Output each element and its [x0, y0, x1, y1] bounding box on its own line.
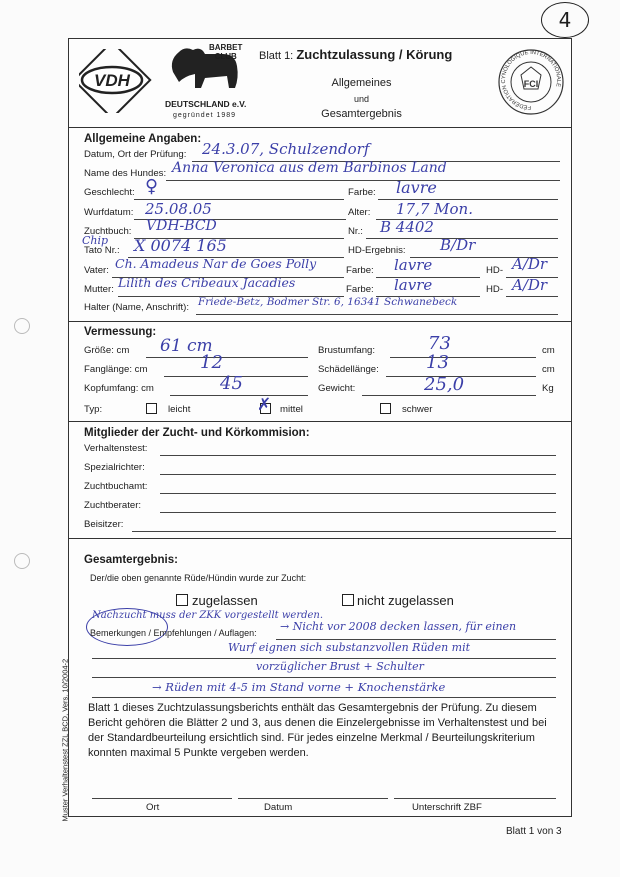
weight-label: Gewicht:: [318, 383, 356, 394]
head-label: Kopfumfang: cm: [84, 383, 154, 394]
date-place-value: 24.3.07, Schulzendorf: [202, 140, 370, 158]
father-hd-value: A/Dr: [512, 255, 548, 273]
birth-value: 25.08.05: [145, 200, 212, 218]
note-line-3: vorzüglicher Brust + Schulter: [256, 660, 424, 673]
color-label: Farbe:: [348, 187, 376, 198]
nr-value: B 4402: [380, 218, 434, 236]
type-medium-check-mark: ✗: [257, 395, 272, 415]
head-value: 45: [220, 373, 243, 394]
vdh-logo: [79, 49, 159, 113]
weight-unit: Kg: [542, 383, 554, 394]
punch-hole: [14, 318, 30, 334]
tattoo-prefix: Chip: [82, 234, 109, 247]
note-top: Nachzucht muss der ZKK vorgestellt werden.: [92, 610, 324, 621]
header-box: [68, 38, 572, 129]
age-label: Alter:: [348, 207, 371, 218]
sig-place-label: Ort: [146, 802, 160, 813]
muzzle-label: Fanglänge: cm: [84, 364, 148, 375]
mother-hd-value: A/Dr: [512, 276, 548, 294]
not-admitted-label: nicht zugelassen: [357, 593, 454, 608]
studbook-label: Zuchtbuch:: [84, 226, 132, 237]
sig-signature-label: Unterschrift ZBF: [412, 802, 482, 813]
result-question: Der/die oben genannte Rüde/Hündin wurde zur Zucht:: [90, 573, 307, 583]
club-name: DEUTSCHLAND e.V.: [165, 99, 247, 109]
owner-label: Halter (Name, Anschrift):: [84, 302, 190, 313]
note-circle: [86, 608, 168, 646]
height-value: 61 cm: [160, 336, 213, 356]
side-text: Muster Verhaltenstest ZZL BCD, Vers. 10/2004-2: [60, 658, 70, 822]
page-number: 4: [541, 2, 589, 38]
weight-value: 25,0: [424, 374, 465, 395]
sex-label: Geschlecht:: [84, 187, 135, 198]
svg-text:FÉDÉRATION CYNOLOGIQUE INTERNA: FÉDÉRATION CYNOLOGIQUE INTERNATIONALE: [500, 49, 562, 111]
subtitle-3: Gesamtergebnis: [321, 108, 402, 120]
chest-value: 73: [428, 333, 451, 354]
commission-heading: Mitglieder der Zucht- und Körkommision:: [84, 427, 310, 439]
type-light-label: leicht: [168, 404, 191, 415]
birth-label: Wurfdatum:: [84, 207, 134, 218]
remarks-label: Bemerkungen / Empfehlungen / Auflagen:: [90, 628, 257, 638]
sheet-title: Blatt 1: Zuchtzulassung / Körung: [259, 47, 453, 62]
type-label: Typ:: [84, 404, 103, 415]
skull-label: Schädellänge:: [318, 364, 379, 375]
punch-hole: [14, 553, 30, 569]
note-line-1: → Nicht vor 2008 decken lassen, für einen: [280, 620, 517, 633]
mother-hd-label: HD-: [486, 284, 504, 295]
date-place-label: Datum, Ort der Prüfung:: [84, 149, 187, 160]
father-value: Ch. Amadeus Nar de Goes Polly: [115, 256, 317, 271]
type-heavy-label: schwer: [402, 404, 433, 415]
tattoo-value: X 0074 165: [134, 236, 227, 255]
commission-row-label: Verhaltenstest:: [84, 443, 148, 454]
studbook-value: VDH-BCD: [146, 218, 217, 234]
note-line-4: → Rüden mit 4-5 im Stand vorne + Knochenstärke: [152, 680, 446, 694]
commission-row-label: Beisitzer:: [84, 519, 124, 530]
svg-text:VDH: VDH: [94, 71, 130, 90]
fci-logo: [496, 45, 566, 119]
father-color-label: Farbe:: [346, 265, 374, 276]
page-footer: Blatt 1 von 3: [506, 826, 562, 837]
father-color-value: lavre: [394, 256, 433, 274]
tattoo-label: Tato Nr.:: [84, 245, 120, 256]
mother-value: Lilith des Cribeaux Jacadies: [118, 275, 296, 290]
father-hd-label: HD-: [486, 265, 504, 276]
height-label: Größe: cm: [84, 345, 130, 356]
not-admitted-checkbox[interactable]: [342, 594, 354, 606]
admitted-checkbox[interactable]: [176, 594, 188, 606]
chest-label: Brustumfang:: [318, 345, 376, 356]
age-value: 17,7 Mon.: [396, 200, 473, 218]
svg-text:FCI: FCI: [523, 79, 539, 89]
info-text: Blatt 1 dieses Zuchtzulassungsberichts enthält das Gesamtergebnis der Prüfung. Zu diesem Bericht gehören die Blätter 2 und 3, aus denen die Einzelergebnisse im Verhaltenstest und bei der Standardbeurteilung ersichtlich sind. Für jedes einzelne Merkmal / Beurteilungskriterium konnten maximal 5 Punkte vergeben werden.: [88, 702, 547, 759]
sig-date-label: Datum: [264, 802, 293, 813]
mother-color-label: Farbe:: [346, 284, 374, 295]
chest-unit: cm: [542, 345, 555, 356]
club-logo-text: BARBET CLUB: [209, 43, 243, 61]
dog-name-value: Anna Veronica aus dem Barbinos Land: [172, 160, 447, 176]
measurement-heading: Vermessung:: [84, 326, 157, 338]
muzzle-value: 12: [200, 352, 223, 373]
skull-value: 13: [426, 352, 449, 373]
sex-value: ♀: [145, 176, 159, 197]
admitted-label: zugelassen: [192, 593, 258, 608]
color-value: lavre: [396, 178, 437, 197]
hd-value: B/Dr: [440, 236, 476, 254]
type-light-checkbox[interactable]: [146, 403, 157, 414]
general-heading: Allgemeine Angaben:: [84, 133, 202, 145]
father-label: Vater:: [84, 265, 109, 276]
type-heavy-checkbox[interactable]: [380, 403, 391, 414]
type-medium-label: mittel: [280, 404, 303, 415]
nr-label: Nr.:: [348, 226, 363, 237]
skull-unit: cm: [542, 364, 555, 375]
hd-label: HD-Ergebnis:: [348, 245, 406, 256]
note-line-2: Wurf eignen sich substanzvollen Rüden mit: [228, 641, 471, 654]
commission-row-label: Spezialrichter:: [84, 462, 145, 473]
result-heading: Gesamtergebnis:: [84, 554, 178, 566]
mother-label: Mutter:: [84, 284, 114, 295]
club-founded: gegründet 1989: [173, 112, 237, 119]
commission-row-label: Zuchtberater:: [84, 500, 142, 511]
dog-name-label: Name des Hundes:: [84, 168, 167, 179]
owner-value: Friede-Betz, Bodmer Str. 6, 16341 Schwanebeck: [198, 296, 458, 308]
commission-row-label: Zuchtbuchamt:: [84, 481, 148, 492]
mother-color-value: lavre: [394, 276, 433, 294]
subtitle-2: und: [353, 94, 370, 104]
subtitle-1: Allgemeines: [331, 77, 392, 89]
